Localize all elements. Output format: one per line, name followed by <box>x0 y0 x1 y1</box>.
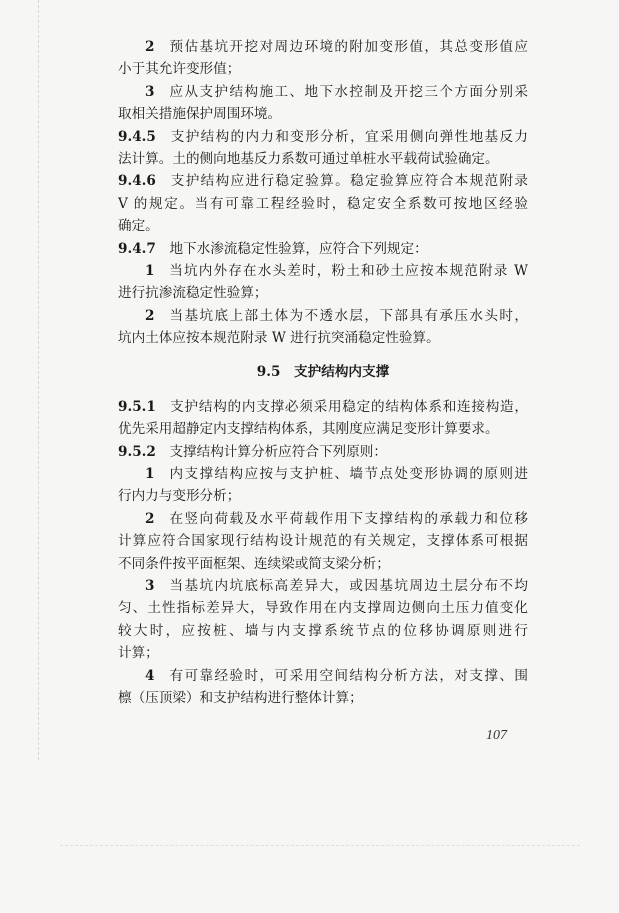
clause-group-9-4 <box>118 36 528 349</box>
clause-text: 不同条件按平面框架、连续梁或简支梁分析； <box>118 555 390 572</box>
clause-text: 支护结构的内力和变形分析，宜采用侧向弹性地基反力 <box>169 128 528 145</box>
text-line <box>118 620 528 642</box>
text-line <box>118 36 528 58</box>
text-line <box>118 260 528 282</box>
text-line <box>118 687 528 709</box>
clause-text: 在竖向荷载及水平荷载作用下支撑结构的承载力和位移 <box>168 510 528 527</box>
clause-number: 2 <box>145 510 155 527</box>
clause-text: 预估基坑开挖对周边环境的附加变形值，其总变形值应 <box>168 39 528 55</box>
clause-text: V 的规定。当有可靠工程经验时，稳定安全系数可按地区经验 <box>118 195 528 212</box>
text-line <box>118 327 528 349</box>
text-line <box>118 103 528 125</box>
clause-text: 有可靠经验时，可采用空间结构分析方法，对支撑、围 <box>168 667 528 684</box>
clause-text: 支护结构的内支撑必须采用稳定的结构体系和连接构造， <box>169 398 528 415</box>
clause-number: 9.5.1 <box>118 398 156 415</box>
text-line <box>118 126 528 148</box>
text-line <box>118 463 528 485</box>
text-line <box>118 508 528 530</box>
text-line <box>118 665 528 687</box>
text-line <box>118 58 528 80</box>
clause-text: 计算应符合国家现行结构设计规范的有关规定，支撑体系可根据 <box>118 533 528 550</box>
text-line <box>118 238 528 260</box>
clause-text: 进行抗渗流稳定性验算； <box>118 285 268 302</box>
clause-text: 当基坑底上部土体为不透水层，下部具有承压水头时， <box>168 307 528 324</box>
text-line <box>118 530 528 552</box>
clause-number: 9.4.5 <box>118 128 156 145</box>
clause-text: 匀、土性指标差异大，导致作用在内支撑周边侧向土压力值变化 <box>118 600 528 617</box>
clause-text: 应从支护结构施工、地下水控制及开挖三个方面分别采 <box>168 83 528 100</box>
clause-text: 较大时，应按桩、墙与内支撑系统节点的位移协调原则进行 <box>118 622 528 639</box>
clause-text: 取相关措施保护周围环境。 <box>118 106 282 123</box>
text-line <box>118 418 528 440</box>
text-line <box>118 305 528 327</box>
text-line <box>118 282 528 304</box>
clause-number: 3 <box>145 577 155 594</box>
section-gap <box>118 384 528 396</box>
scan-footer-mark <box>60 845 580 848</box>
clause-text: 支护结构应进行稳定验算。稳定验算应符合本规范附录 <box>169 173 528 190</box>
text-line <box>118 193 528 215</box>
clause-text: 内支撑结构应按与支护桩、墙节点处变形协调的原则进 <box>168 466 528 483</box>
clause-text: 计算； <box>118 645 159 662</box>
clause-number: 2 <box>145 307 155 324</box>
text-line <box>118 148 528 170</box>
text-block <box>118 36 528 709</box>
text-line <box>118 441 528 463</box>
clause-text: 地下水渗流稳定性验算，应符合下列规定： <box>169 240 428 257</box>
clause-text: 当坑内外存在水头差时，粉土和砂土应按本规范附录 W <box>168 262 528 279</box>
clause-number: 1 <box>145 466 155 483</box>
section-heading: 9.5 支护结构内支撑 <box>256 364 390 381</box>
clause-number: 9.4.7 <box>118 240 156 257</box>
clause-number: 2 <box>145 39 155 55</box>
clause-text: 支撑结构计算分析应符合下列原则： <box>169 443 387 460</box>
text-line <box>118 485 528 507</box>
text-line <box>118 396 528 418</box>
text-line <box>118 215 528 237</box>
clause-number: 9.5.2 <box>118 443 156 460</box>
text-line <box>118 597 528 619</box>
text-line <box>118 553 528 575</box>
page-number: 107 <box>486 728 507 743</box>
clause-text: 小于其允许变形值； <box>118 61 241 78</box>
clause-number: 1 <box>145 262 155 279</box>
text-line <box>118 642 528 664</box>
clause-text: 檩（压顶梁）和支护结构进行整体计算； <box>118 689 363 706</box>
text-line <box>118 81 528 103</box>
clause-number: 9.4.6 <box>118 173 156 190</box>
clause-text: 当基坑内坑底标高差异大，或因基坑周边土层分布不均 <box>168 577 528 594</box>
clause-number: 3 <box>145 83 155 100</box>
section-gap <box>118 349 528 361</box>
clause-text: 优先采用超静定内支撑结构体系，其刚度应满足变形计算要求。 <box>118 421 499 438</box>
clause-text: 坑内土体应按本规范附录 W 进行抗突涌稳定性验算。 <box>118 330 440 347</box>
clause-text: 法计算。土的侧向地基反力系数可通过单桩水平载荷试验确定。 <box>118 150 499 167</box>
clause-text: 确定。 <box>118 218 159 235</box>
binding-margin-mark <box>38 0 41 760</box>
text-line <box>118 575 528 597</box>
clause-number: 4 <box>145 667 155 684</box>
text-line <box>118 170 528 192</box>
clause-group-9-5 <box>118 396 528 709</box>
clause-text: 行内力与变形分析； <box>118 488 241 505</box>
